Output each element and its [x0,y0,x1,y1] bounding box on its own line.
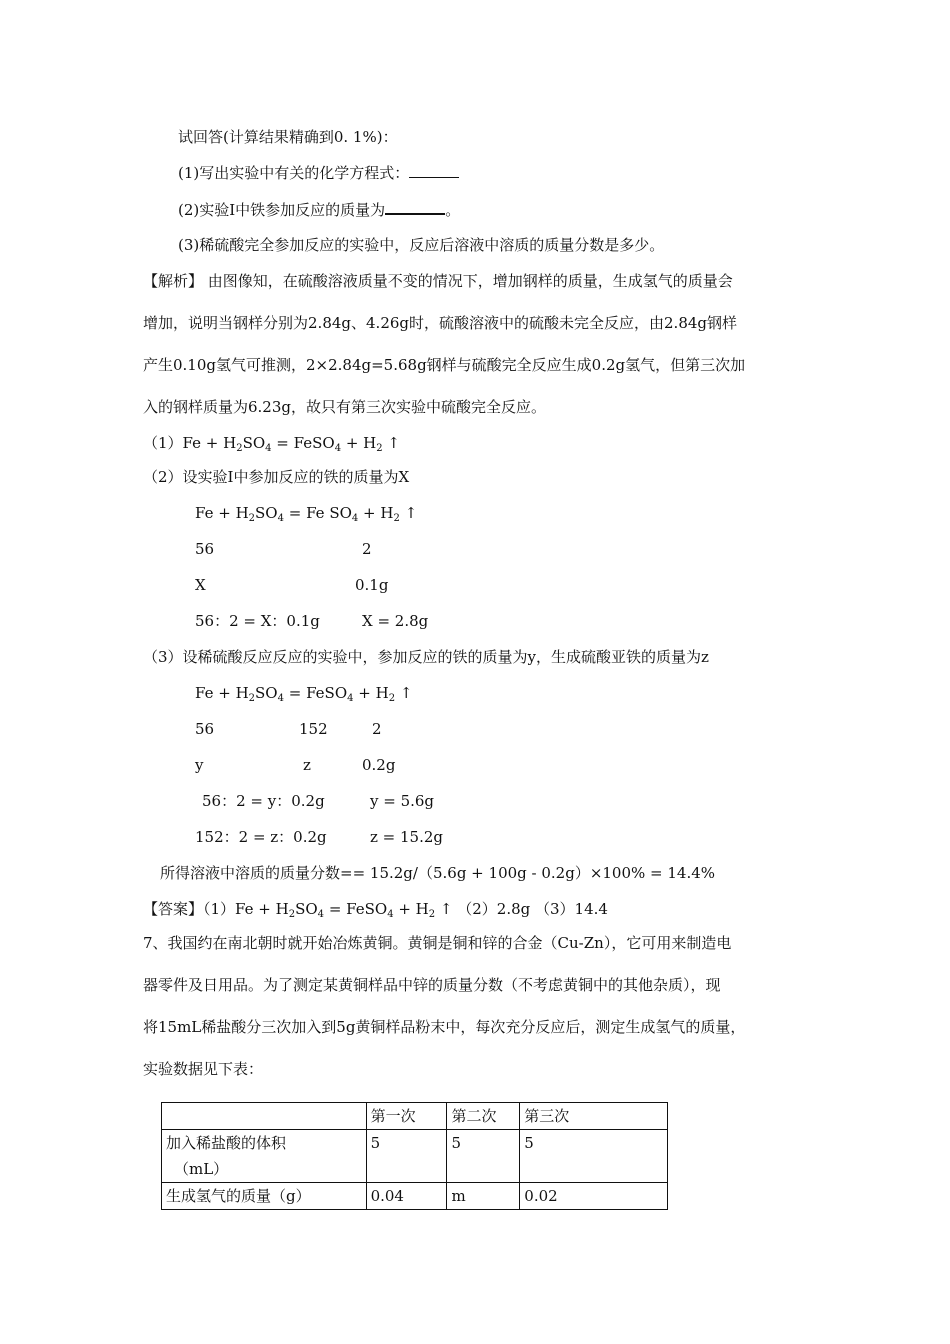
table-header-cell: 第三次 [520,1103,668,1130]
gas-arrow: ↑ [399,504,418,522]
eq-sub: 4 [387,909,394,920]
table-header-cell [162,1103,367,1130]
eq-sub: 2 [428,909,436,920]
analysis-para-1 [143,271,733,291]
problem7-line-2: 器零件及日用品。为了测定某黄铜样品中锌的质量分数（不考虑黄铜中的其他杂质），现 [143,976,721,994]
eq-part: = FeSO [271,434,335,452]
s3-row1-col3: 2 [372,720,382,738]
question-1 [178,163,459,183]
experiment-table [161,1102,668,1210]
analysis-text-1: 由图像知，在硫酸溶液质量不变的情况下，增加钢样的质量，生成氢气的质量会 [203,272,733,290]
s3-row2-col3: 0.2g [362,756,396,774]
eq-part: SO [295,900,318,918]
s3-row1-col1: 56 [195,720,215,738]
eq-sub: 2 [376,443,383,454]
table-cell: 5 [520,1130,668,1183]
analysis-label: 【解析】 [143,272,204,290]
question-2 [178,199,460,220]
s2-row1-col1: 56 [195,540,215,558]
s2-row3-col2: X = 2.8g [362,612,429,630]
eq-part: = FeSO [324,900,388,918]
row-label-unit: （mL） [174,1160,229,1178]
gas-arrow: ↑ [395,684,413,702]
table-cell: 0.02 [520,1183,668,1210]
eq-sub: 4 [277,693,284,704]
s3-row3-col1: 56：2 = y：0.2g [202,792,325,810]
solution-3-equation [195,683,412,709]
analysis-para-3: 产生0.10g氢气可推测，2×2.84g=5.68g钢样与硫酸完全反应生成0.2g氢气，但第三次加 [143,356,746,374]
table-cell: 0.04 [366,1183,447,1210]
solution-2-title: （2）设实验Ⅰ中参加反应的铁的质量为X [143,468,410,486]
question-prompt: 试回答(计算结果精确到0. 1%)： [178,128,398,146]
eq-part: （1）Fe + H [203,900,289,918]
row-label-line: 加入稀盐酸的体积 [166,1134,287,1152]
answer-line [143,899,608,925]
eq-sub: 4 [334,443,342,454]
s2-row2-col2: 0.1g [355,576,389,594]
solution-2-equation [195,503,417,529]
eq-part: SO [255,504,278,522]
answer-label: 【答案】 [143,900,204,918]
eq-sub: 4 [265,443,272,454]
analysis-para-2: 增加，说明当钢样分别为2.84g、4.26g时，硫酸溶液中的硫酸未完全反应，由2.84g钢样 [143,314,738,332]
s3-row2-col1: y [195,756,204,774]
solution-3-title: （3）设稀硫酸反应反应的实验中，参加反应的铁的质量为y，生成硫酸亚铁的质量为z [143,648,709,666]
eq-part: + H [353,684,389,702]
problem7-line-1: 7、我国约在南北朝时就开始冶炼黄铜。黄铜是铜和锌的合金（Cu-Zn），它可用来制造电 [143,934,732,952]
table-row-label: 生成氢气的质量（g） [162,1183,367,1210]
eq-sub: 4 [351,513,359,524]
table-cell: m [447,1183,520,1210]
table-header-cell: 第一次 [366,1103,447,1130]
s3-row3-col2: y = 5.6g [370,792,435,810]
eq-sub: 2 [388,693,396,704]
s3-row4-col1: 152：2 = z：0.2g [195,828,327,846]
question-2-suffix: 。 [445,201,461,219]
eq-part: Fe + H [195,684,249,702]
eq-sub: 2 [393,513,400,524]
eq-part: = FeSO [283,684,348,702]
eq-part: + H [393,900,429,918]
answer-blank-1[interactable] [409,163,459,178]
solution-1-equation [143,433,400,459]
eq-part: SO [255,684,278,702]
table-header-row [162,1103,668,1130]
eq-part: + H [358,504,394,522]
eq-part: = Fe SO [283,504,352,522]
question-1-text: (1)写出实验中有关的化学方程式： [178,164,410,182]
s2-row1-col2: 2 [362,540,372,558]
eq-sub: 2 [288,909,296,920]
analysis-para-4: 入的钢样质量为6.23g，故只有第三次实验中硫酸完全反应。 [143,398,547,416]
table-cell: 5 [447,1130,520,1183]
eq-sub: 2 [236,443,243,454]
eq-sub: 4 [347,693,354,704]
gas-arrow: ↑ [382,434,400,452]
table-cell: 5 [366,1130,447,1183]
s3-row2-col2: z [303,756,311,774]
table-row-label [162,1130,367,1183]
s2-row2-col1: X [195,576,206,594]
solution-result: 所得溶液中溶质的质量分数== 15.2g/（5.6g + 100g - 0.2g）×100% = 14.4% [160,864,716,882]
s2-row3-col1: 56：2 = X：0.1g [195,612,320,630]
answer-blank-2[interactable] [385,199,445,215]
eq-sub: 2 [248,513,256,524]
eq-sub: 4 [277,513,284,524]
s3-row4-col2: z = 15.2g [370,828,444,846]
table-row [162,1183,668,1210]
question-3: (3)稀硫酸完全参加反应的实验中，反应后溶液中溶质的质量分数是多少。 [178,236,665,254]
table-row [162,1130,668,1183]
eq-part: + H [341,434,377,452]
answer-rest: ↑ （2）2.8g （3）14.4 [435,900,608,918]
eq-part: （1）Fe + H [143,434,237,452]
eq-sub: 2 [248,693,256,704]
eq-part: Fe + H [195,504,249,522]
table-header-cell: 第二次 [447,1103,520,1130]
eq-sub: 4 [317,909,325,920]
eq-part: SO [242,434,266,452]
s3-row1-col2: 152 [299,720,328,738]
question-2-text: (2)实验Ⅰ中铁参加反应的质量为 [178,201,386,219]
problem7-line-4: 实验数据见下表： [143,1060,264,1078]
problem7-line-3: 将15mL稀盐酸分三次加入到5g黄铜样品粉末中，每次充分反应后，测定生成氢气的质量， [143,1018,746,1036]
